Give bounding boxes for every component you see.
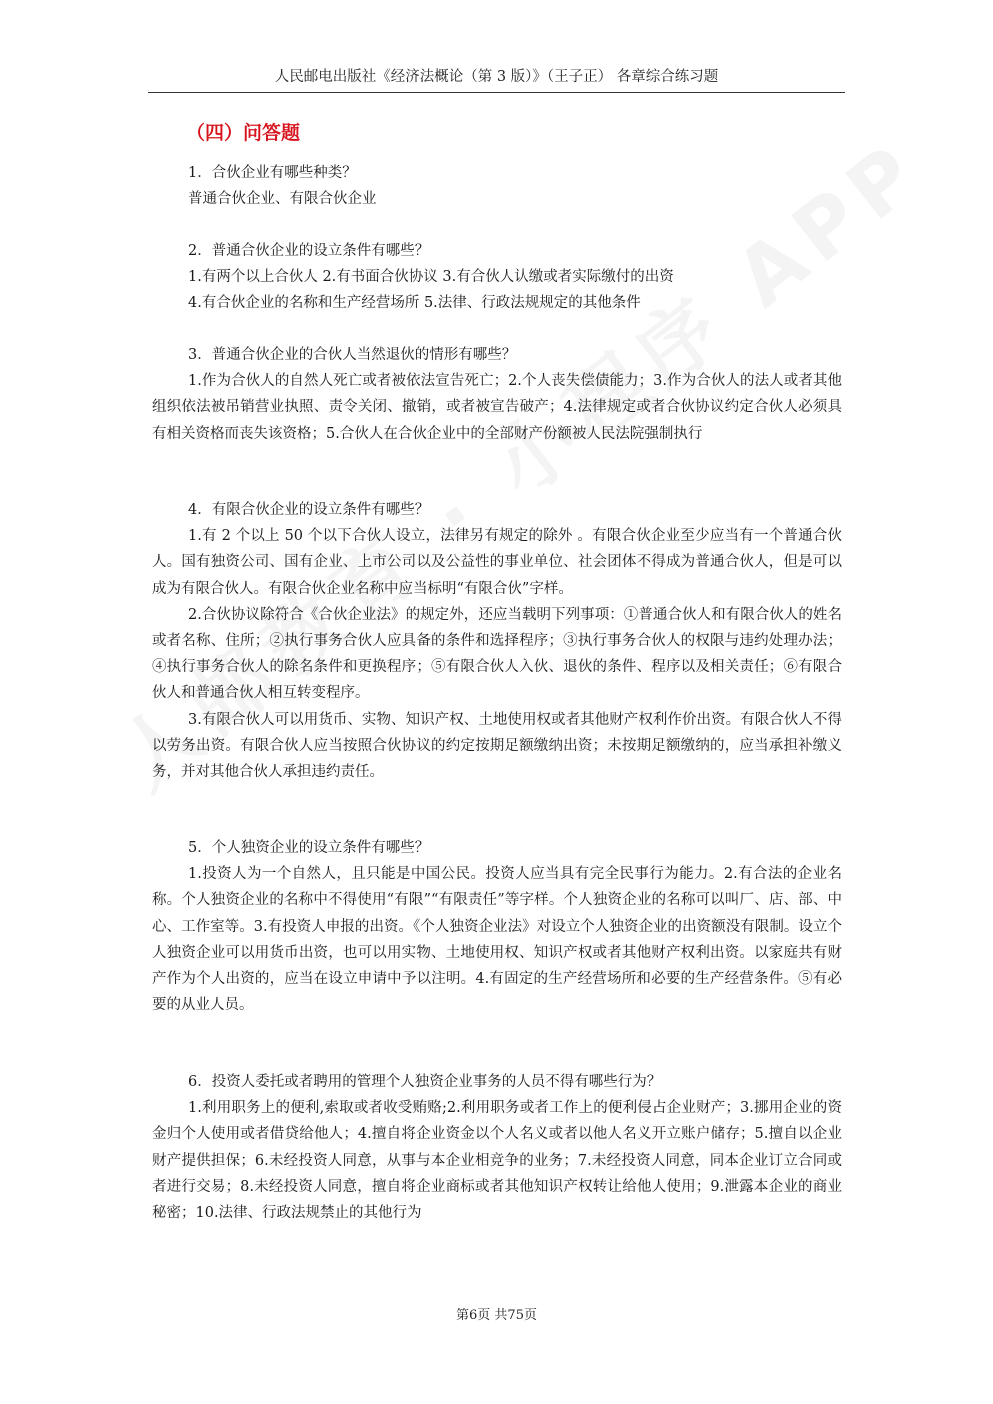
section-title: （四）问答题 — [186, 122, 301, 144]
header-title: 人民邮电出版社《经济法概论（第 3 版）》（王子正） 各章综合练习题 — [274, 69, 719, 85]
answer: 1.作为合伙人的自然人死亡或者被依法宣告死亡；2.个人丧失偿债能力；3.作为合伙人的法人或者其他组织依法被吊销营业执照、责令关闭、撤销，或者被宣告破产；4.法律规定或者合伙协议约定合伙人必须具有相关资格而丧失该资格；5.合伙人在合伙企业中的全部财产份额被人民法院强制执行 — [152, 373, 842, 442]
question: 4．有限合伙企业的设立条件有哪些？ — [188, 502, 430, 518]
qa-item-4 — [152, 497, 842, 785]
answer: 1.有 2 个以上 50 个以下合伙人设立，法律另有规定的除外 。有限合伙企业至少应当有一个普通合伙人。国有独资公司、国有企业、上市公司以及公益性的事业单位、社会团体不得成为普通合伙人，但是可以成为有限合伙人。有限合伙企业名称中应当标明“有限合伙”字样。 — [152, 528, 842, 597]
answer: 1.利用职务上的便利,索取或者收受贿赂;2.利用职务或者工作上的便利侵占企业财产；3.挪用企业的资金归个人使用或者借贷给他人；4.擅自将企业资金以个人名义或者以他人名义开立账户储存；5.擅自以企业财产提供担保；6.未经投资人同意，从事与本企业相竞争的业务；7.未经投资人同意，同本企业订立合同或者进行交易；8.未经投资人同意，擅自将企业商标或者其他知识产权转让给他人使用；9.泄露本企业的商业秘密；10.法律、行政法规禁止的其他行为 — [152, 1100, 842, 1222]
qa-item-5 — [152, 835, 842, 1018]
answer: 3.有限合伙人可以用货币、实物、知识产权、土地使用权或者其他财产权利作价出资。有限合伙人不得以劳务出资。有限合伙人应当按照合伙协议的约定按期足额缴纳出资；未按期足额缴纳的，应当承担补缴义务，并对其他合伙人承担违约责任。 — [152, 711, 842, 781]
qa-item-2 — [152, 238, 842, 317]
page-footer — [0, 1304, 993, 1323]
qa-item-6 — [152, 1069, 842, 1226]
answer: 2.合伙协议除符合《合伙企业法》的规定外，还应当载明下列事项：①普通合伙人和有限合伙人的姓名或者名称、住所；②执行事务合伙人应具备的条件和选择程序；③执行事务合伙人的权限与违约处理办法；④执行事务合伙人的除名条件和更换程序；⑤有限合伙人入伙、退伙的条件、程序以及相关责任；⑥有限合伙人和普通合伙人相互转变程序。 — [152, 606, 842, 702]
page-header — [148, 66, 845, 93]
answer: 4.有合伙企业的名称和生产经营场所 5.法律、行政法规规定的其他条件 — [188, 295, 641, 312]
answer: 普通合伙企业、有限合伙企业 — [188, 191, 377, 208]
qa-item-1 — [152, 160, 842, 212]
answer: 1.投资人为一个自然人，且只能是中国公民。投资人应当具有完全民事行为能力。2.有合法的企业名称。个人独资企业的名称中不得使用“有限”“有限责任”等字样。个人独资企业的名称可以叫厂、店、部、中心、工作室等。3.有投资人申报的出资。《个人独资企业法》对设立个人独资企业的出资额没有限制。设立个人独资企业可以用货币出资，也可以用实物、土地使用权、知识产权或者其他财产权利出资。以家庭共有财产作为个人出资的，应当在设立申请中予以注明。4.有固定的生产经营场所和必要的生产经营条件。⑤有必要的从业人员。 — [152, 866, 842, 1014]
question: 1．合伙企业有哪些种类？ — [188, 165, 357, 181]
question: 5．个人独资企业的设立条件有哪些？ — [188, 840, 430, 856]
page-number: 第6页 共75页 — [456, 1308, 537, 1323]
answer: 1.有两个以上合伙人 2.有书面合伙协议 3.有合伙人认缴或者实际缴付的出资 — [188, 269, 674, 286]
question: 3．普通合伙企业的合伙人当然退伙的情形有哪些？ — [188, 347, 517, 363]
qa-item-3 — [152, 342, 842, 447]
question: 2．普通合伙企业的设立条件有哪些？ — [188, 243, 430, 259]
question: 6．投资人委托或者聘用的管理个人独资企业事务的人员不得有哪些行为？ — [188, 1074, 662, 1090]
